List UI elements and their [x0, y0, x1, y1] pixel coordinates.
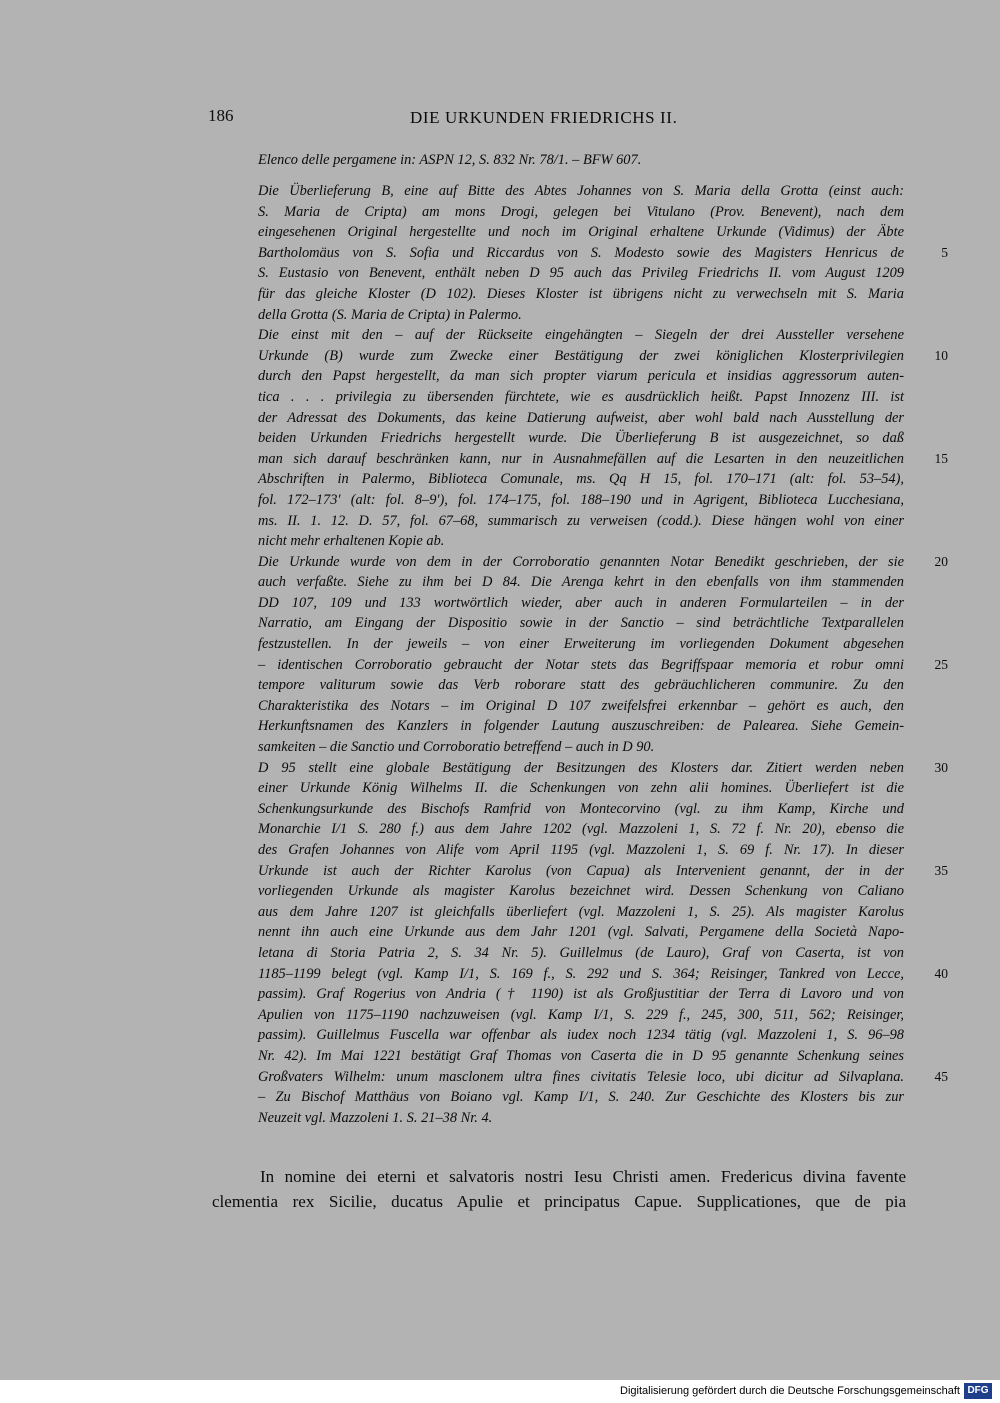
- main-text-line: clementia rex Sicilie, ducatus Apulie et principatus Capue. Supplicationes, que de pia: [212, 1192, 906, 1211]
- commentary-line: durch den Papst hergestellt, da man sich propter viarum pericula et insidias aggressorum auten-: [258, 368, 904, 385]
- commentary-line: samkeiten – die Sanctio und Corroboratio betreffend – auch in D 90.: [258, 739, 655, 756]
- commentary-line: D 95 stellt eine globale Bestätigung der Besitzungen des Klosters dar. Zitiert werden neben: [258, 759, 904, 776]
- line-number: 20: [934, 553, 948, 569]
- commentary-line: Urkunde ist auch der Richter Karolus (von Capua) als Intervenient genannt, der in der: [258, 862, 904, 879]
- commentary-line: – identischen Corroboratio gebraucht der Notar stets das Begriffspaar memoria et robur omni: [258, 656, 904, 673]
- commentary-line: letana di Storia Patria 2, S. 34 Nr. 5). Guillelmus (de Lauro), Graf von Caserta, ist von: [258, 944, 904, 961]
- commentary-line: Neuzeit vgl. Mazzoleni 1. S. 21–38 Nr. 4.: [258, 1109, 493, 1126]
- funding-credit: Digitalisierung gefördert durch die Deutsche Forschungsgemeinschaft: [620, 1385, 960, 1397]
- commentary-line: Charakteristika des Notars – im Original D 107 zweifelsfrei erkennbar – gehört es auch, den: [258, 697, 904, 714]
- commentary-line: tempore valiturum sowie das Verb roborare statt des gebräuchlicheren communire. Zu den: [258, 677, 904, 694]
- commentary-line: Schenkungsurkunde des Bischofs Ramfrid von Montecorvino (vgl. zu ihm Kamp, Kirche und: [258, 800, 904, 817]
- commentary-line: – Zu Bischof Matthäus von Boiano vgl. Kamp I/1, S. 240. Zur Geschichte des Klosters bis zur: [258, 1089, 904, 1106]
- commentary-line: della Grotta (S. Maria de Cripta) in Palermo.: [258, 306, 522, 323]
- commentary-line: man sich darauf beschränken kann, nur in Ausnahmefällen auf die Lesarten in den neuzeitlichen: [258, 450, 904, 467]
- commentary-line: Abschriften in Palermo, Biblioteca Comunale, ms. Qq H 15, fol. 170–171 (alt: fol. 53–54),: [258, 471, 904, 488]
- commentary-line: Herkunftsnamen des Kanzlers in folgender Lautung auszuschreiben: de Palearea. Siehe Gemein-: [258, 718, 904, 735]
- main-text-line: In nomine dei eterni et salvatoris nostri Iesu Christi amen. Fredericus divina favente: [260, 1167, 906, 1186]
- commentary-lines: [258, 181, 904, 1128]
- footer-bar: [0, 1380, 1000, 1403]
- commentary-line: eingesehenen Original hergestellte und noch im Original erhaltene Urkunde (Vidimus) der Äbte: [258, 224, 904, 241]
- commentary-line: vorliegenden Urkunde als magister Karolus bezeichnet wird. Dessen Schenkung von Caliano: [258, 883, 904, 900]
- dfg-logo-icon: DFG: [964, 1383, 992, 1399]
- line-number: 40: [934, 965, 948, 981]
- line-number: 15: [934, 450, 948, 466]
- page-number: 186: [208, 106, 234, 125]
- commentary-line: passim). Graf Rogerius von Andria († 1190) ist als Großjustitiar der Terra di Lavoro und von: [258, 986, 904, 1003]
- commentary-line: nicht mehr erhaltenen Kopie ab.: [258, 533, 445, 550]
- commentary-line: Urkunde (B) wurde zum Zwecke einer Bestätigung der zwei königlichen Klosterprivilegien: [258, 347, 904, 364]
- line-number: 30: [934, 759, 948, 775]
- line-number: 5: [941, 244, 948, 260]
- line-number: 35: [934, 862, 948, 878]
- commentary-line: tica . . . privilegia zu übersenden fürchtete, wie es ausdrücklich heißt. Papst Innozenz III. ist: [258, 388, 904, 405]
- commentary-line: S. Eustasio von Benevent, enthält neben D 95 auch das Privileg Friedrichs II. vom August 1209: [258, 265, 904, 282]
- line-number: 25: [934, 656, 948, 672]
- commentary-line: des Grafen Johannes von Alife vom April 1195 (vgl. Mazzoleni 1, S. 69 f. Nr. 17). In dieser: [258, 842, 904, 858]
- commentary-line: passim). Guillelmus Fuscella war offenbar als iudex noch 1234 tätig (vgl. Mazzoleni 1, S. 96–98: [258, 1027, 904, 1044]
- elenco-line: Elenco delle pergamene in: ASPN 12, S. 832 Nr. 78/1. – BFW 607.: [258, 152, 642, 168]
- commentary-line: aus dem Jahre 1207 ist gleichfalls überliefert (vgl. Mazzoleni 1, S. 25). Als magister Karolus: [258, 903, 904, 920]
- commentary-line: Nr. 42). Im Mai 1221 bestätigt Graf Thomas von Caserta die in D 95 genannte Schenkung seines: [258, 1047, 904, 1064]
- commentary-line: Apulien von 1175–1190 nachzuweisen (vgl. Kamp I/1, S. 229 f., 245, 300, 511, 562; Reisinger,: [258, 1006, 904, 1023]
- running-head: DIE URKUNDEN FRIEDRICHS II.: [410, 108, 678, 127]
- commentary-line: Monarchie I/1 S. 280 f.) aus dem Jahre 1202 (vgl. Mazzoleni 1, S. 72 f. Nr. 20), ebenso die: [258, 821, 904, 838]
- commentary-line: S. Maria de Cripta) am mons Drogi, gelegen bei Vitulano (Prov. Benevent), nach dem: [258, 203, 904, 220]
- commentary-line: Die Überlieferung B, eine auf Bitte des Abtes Johannes von S. Maria della Grotta (einst auch:: [258, 183, 904, 199]
- commentary-line: beiden Urkunden Friedrichs hergestellt wurde. Die Überlieferung B ist ausgezeichnet, so daß: [258, 430, 904, 447]
- commentary-line: Bartholomäus von S. Sofia und Riccardus von S. Modesto sowie des Magisters Henricus de: [258, 244, 904, 261]
- commentary-line: für das gleiche Kloster (D 102). Dieses Kloster ist übrigens nicht zu verwechseln mit S. Maria: [258, 285, 904, 302]
- commentary-line: festzustellen. In der jeweils – von einer Erweiterung im vorliegenden Dokument abgesehen: [258, 636, 904, 653]
- commentary-line: fol. 172–173' (alt: fol. 8–9'), fol. 174–175, fol. 188–190 und in Agrigent, Biblioteca Lucchesiana,: [258, 491, 904, 508]
- line-number: 10: [934, 347, 948, 363]
- commentary-line: Die Urkunde wurde von dem in der Corroboratio genannten Notar Benedikt geschrieben, der sie: [258, 553, 904, 570]
- commentary-line: Großvaters Wilhelm: unum masclonem ultra fines civitatis Telesie loco, ubi dicitur ad Silvaplana.: [258, 1068, 904, 1085]
- commentary-line: 1185–1199 belegt (vgl. Kamp I/1, S. 169 f., S. 292 und S. 364; Reisinger, Tankred von Lecce,: [258, 965, 904, 982]
- commentary-line: Narratio, am Eingang der Dispositio sowie in der Sanctio – sind beträchtliche Textparallelen: [258, 615, 904, 632]
- main-text: [212, 1164, 906, 1214]
- line-number: 45: [934, 1068, 948, 1084]
- commentary-line: auch verfaßte. Siehe zu ihm bei D 84. Die Arenga kehrt in den ebenfalls von ihm stammenden: [258, 574, 904, 591]
- commentary-line: DD 107, 109 und 133 wortwörtlich wieder, aber auch in anderen Formularteilen – in der: [258, 594, 904, 611]
- commentary-line: nennt ihn auch eine Urkunde aus dem Jahr 1201 (vgl. Salvati, Pergamene della Società Napo-: [258, 924, 904, 941]
- commentary-line: ms. II. 1. 12. D. 57, fol. 67–68, summarisch zu verweisen (codd.). Diese hängen wohl von einer: [258, 512, 904, 529]
- commentary-line: Die einst mit den – auf der Rückseite eingehängten – Siegeln der drei Aussteller versehene: [258, 327, 904, 344]
- commentary-line: einer Urkunde König Wilhelms II. die Schenkungen von zehn alii homines. Überliefert ist die: [258, 780, 904, 797]
- commentary-line: der Adressat des Dokuments, das keine Datierung aufweist, aber wohl bald nach Ausstellung der: [258, 409, 904, 426]
